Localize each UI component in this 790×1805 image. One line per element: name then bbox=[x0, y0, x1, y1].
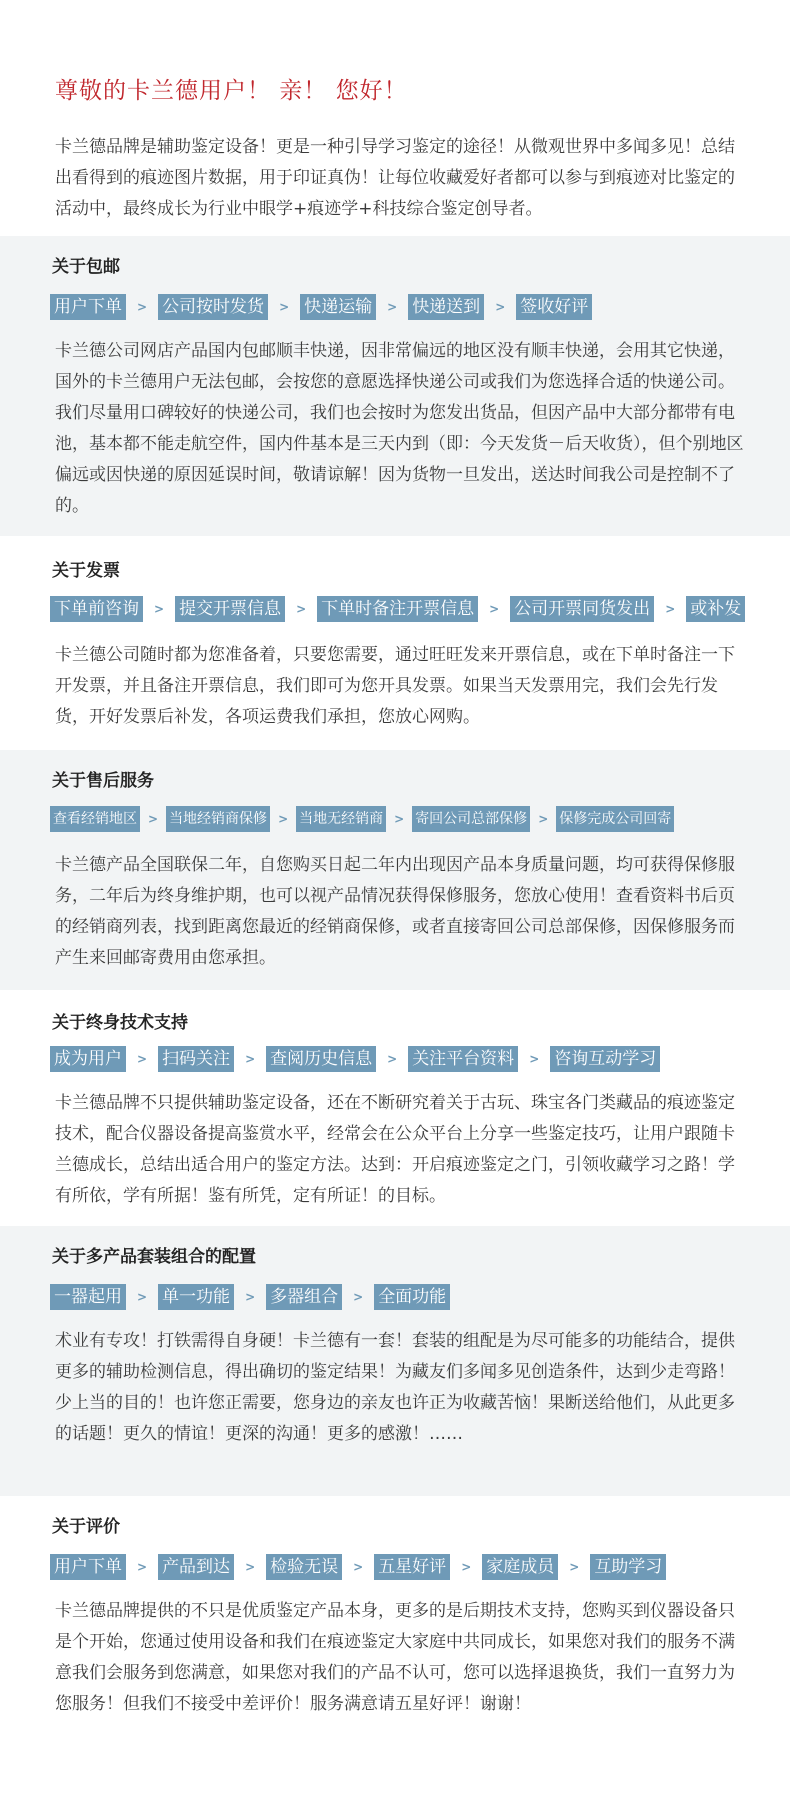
step-label: 快递运输 bbox=[300, 294, 376, 320]
section-title: 关于包邮 bbox=[52, 257, 120, 277]
chevron-right-icon: > bbox=[461, 1560, 472, 1574]
step-label: 扫码关注 bbox=[158, 1046, 234, 1072]
process-steps bbox=[50, 294, 592, 320]
chevron-right-icon: > bbox=[137, 300, 148, 314]
step-label: 下单时备注开票信息 bbox=[317, 596, 478, 622]
chevron-right-icon: > bbox=[137, 1560, 148, 1574]
step-label: 家庭成员 bbox=[482, 1554, 558, 1580]
section-text: 卡兰德品牌提供的不只是优质鉴定产品本身，更多的是后期技术支持，您购买到仪器设备只是个开始，您通过使用设备和我们在痕迹鉴定大家庭中共同成长，如果您对我们的服务不满意我们会服务到您满意，如果您对我们的产品不认可，您可以选择退换货，我们一直努力为您服务！但我们不接受中差评价！服务满意请五星好评！谢谢！ bbox=[55, 1601, 735, 1714]
section-reviews bbox=[0, 1496, 790, 1805]
chevron-right-icon: > bbox=[394, 812, 405, 826]
step-label: 互助学习 bbox=[590, 1554, 666, 1580]
chevron-right-icon: > bbox=[245, 1560, 256, 1574]
step-label: 用户下单 bbox=[50, 294, 126, 320]
step-label: 成为用户 bbox=[50, 1046, 126, 1072]
step-label: 签收好评 bbox=[516, 294, 592, 320]
process-steps bbox=[50, 806, 674, 832]
chevron-right-icon: > bbox=[538, 812, 549, 826]
step-label: 下单前咨询 bbox=[50, 596, 143, 622]
chevron-right-icon: > bbox=[279, 300, 290, 314]
process-steps bbox=[50, 1554, 666, 1580]
section-title: 关于售后服务 bbox=[52, 771, 154, 791]
chevron-right-icon: > bbox=[245, 1290, 256, 1304]
step-label: 查看经销地区 bbox=[50, 806, 140, 832]
step-label: 多器组合 bbox=[266, 1284, 342, 1310]
step-label: 检验无误 bbox=[266, 1554, 342, 1580]
greeting-heading: 尊敬的卡兰德用户！ 亲！ 您好！ bbox=[55, 78, 408, 104]
chevron-right-icon: > bbox=[137, 1052, 148, 1066]
step-label: 一器起用 bbox=[50, 1284, 126, 1310]
step-label: 公司按时发货 bbox=[158, 294, 268, 320]
process-steps bbox=[50, 596, 745, 622]
step-label: 快递送到 bbox=[408, 294, 484, 320]
step-label: 或补发 bbox=[686, 596, 745, 622]
step-label: 五星好评 bbox=[374, 1554, 450, 1580]
step-label: 全面功能 bbox=[374, 1284, 450, 1310]
section-text: 卡兰德产品全国联保二年，自您购买日起二年内出现因产品本身质量问题，均可获得保修服务，二年后为终身维护期，也可以视产品情况获得保修服务，您放心使用！查看资料书后页的经销商列表，找到距离您最近的经销商保修，或者直接寄回公司总部保修，因保修服务而产生来回邮寄费用由您承担。 bbox=[55, 855, 735, 968]
step-label: 提交开票信息 bbox=[175, 596, 285, 622]
section-text: 卡兰德公司网店产品国内包邮顺丰快递，因非常偏远的地区没有顺丰快递，会用其它快递，国外的卡兰德用户无法包邮，会按您的意愿选择快递公司或我们为您选择合适的快递公司。我们尽量用口碑较好的快递公司，我们也会按时为您发出货品，但因产品中大部分都带有电池，基本都不能走航空件，国内件基本是三天内到（即：今天发货－后天收货），但个别地区偏远或因快递的原因延误时间，敬请谅解！因为货物一旦发出，送达时间我公司是控制不了的。 bbox=[55, 341, 744, 516]
chevron-right-icon: > bbox=[489, 602, 500, 616]
chevron-right-icon: > bbox=[245, 1052, 256, 1066]
section-text: 术业有专攻！打铁需得自身硬！卡兰德有一套！套装的组配是为尽可能多的功能结合，提供更多的辅助检测信息，得出确切的鉴定结果！为藏友们多闻多见创造条件，达到少走弯路！少上当的目的！也许您正需要，您身边的亲友也许正为收藏苦恼！果断送给他们，从此更多的话题！更久的情谊！更深的沟通！更多的感激！…… bbox=[55, 1331, 735, 1444]
chevron-right-icon: > bbox=[137, 1290, 148, 1304]
step-label: 单一功能 bbox=[158, 1284, 234, 1310]
chevron-right-icon: > bbox=[569, 1560, 580, 1574]
chevron-right-icon: > bbox=[148, 812, 159, 826]
section-shipping bbox=[0, 236, 790, 536]
chevron-right-icon: > bbox=[154, 602, 165, 616]
section-title: 关于终身技术支持 bbox=[52, 1013, 188, 1033]
chevron-right-icon: > bbox=[387, 1052, 398, 1066]
section-text: 卡兰德品牌不只提供辅助鉴定设备，还在不断研究着关于古玩、珠宝各门类藏品的痕迹鉴定技术，配合仪器设备提高鉴赏水平，经常会在公众平台上分享一些鉴定技巧，让用户跟随卡兰德成长，总结出适合用户的鉴定方法。达到：开启痕迹鉴定之门，引领收藏学习之路！学有所依，学有所据！鉴有所凭，定有所证！的目标。 bbox=[55, 1093, 735, 1206]
chevron-right-icon: > bbox=[529, 1052, 540, 1066]
chevron-right-icon: > bbox=[296, 602, 307, 616]
section-text: 卡兰德公司随时都为您准备着，只要您需要，通过旺旺发来开票信息，或在下单时备注一下开发票，并且备注开票信息，我们即可为您开具发票。如果当天发票用完，我们会先行发货，开好发票后补发，各项运费我们承担，您放心网购。 bbox=[55, 645, 735, 727]
step-label: 关注平台资料 bbox=[408, 1046, 518, 1072]
section-title: 关于评价 bbox=[52, 1517, 120, 1537]
section-bundle-config bbox=[0, 1226, 790, 1496]
chevron-right-icon: > bbox=[387, 300, 398, 314]
step-label: 咨询互动学习 bbox=[550, 1046, 660, 1072]
section-after-sales bbox=[0, 750, 790, 990]
process-steps bbox=[50, 1284, 450, 1310]
chevron-right-icon: > bbox=[353, 1290, 364, 1304]
chevron-right-icon: > bbox=[353, 1560, 364, 1574]
step-label: 当地经销商保修 bbox=[166, 806, 270, 832]
step-label: 用户下单 bbox=[50, 1554, 126, 1580]
section-title: 关于多产品套装组合的配置 bbox=[52, 1247, 256, 1267]
section-title: 关于发票 bbox=[52, 561, 120, 581]
step-label: 查阅历史信息 bbox=[266, 1046, 376, 1072]
chevron-right-icon: > bbox=[665, 602, 676, 616]
chevron-right-icon: > bbox=[278, 812, 289, 826]
step-label: 寄回公司总部保修 bbox=[412, 806, 530, 832]
section-invoice bbox=[0, 536, 790, 750]
step-label: 产品到达 bbox=[158, 1554, 234, 1580]
chevron-right-icon: > bbox=[495, 300, 506, 314]
step-label: 当地无经销商 bbox=[296, 806, 386, 832]
step-label: 保修完成公司回寄 bbox=[556, 806, 674, 832]
process-steps bbox=[50, 1046, 660, 1072]
step-label: 公司开票同货发出 bbox=[510, 596, 654, 622]
intro-paragraph: 卡兰德品牌是辅助鉴定设备！更是一种引导学习鉴定的途径！从微观世界中多闻多见！总结出看得到的痕迹图片数据，用于印证真伪！让每位收藏爱好者都可以参与到痕迹对比鉴定的活动中，最终成长为行业中眼学+痕迹学+科技综合鉴定创导者。 bbox=[55, 137, 735, 219]
section-lifetime-support bbox=[0, 990, 790, 1226]
